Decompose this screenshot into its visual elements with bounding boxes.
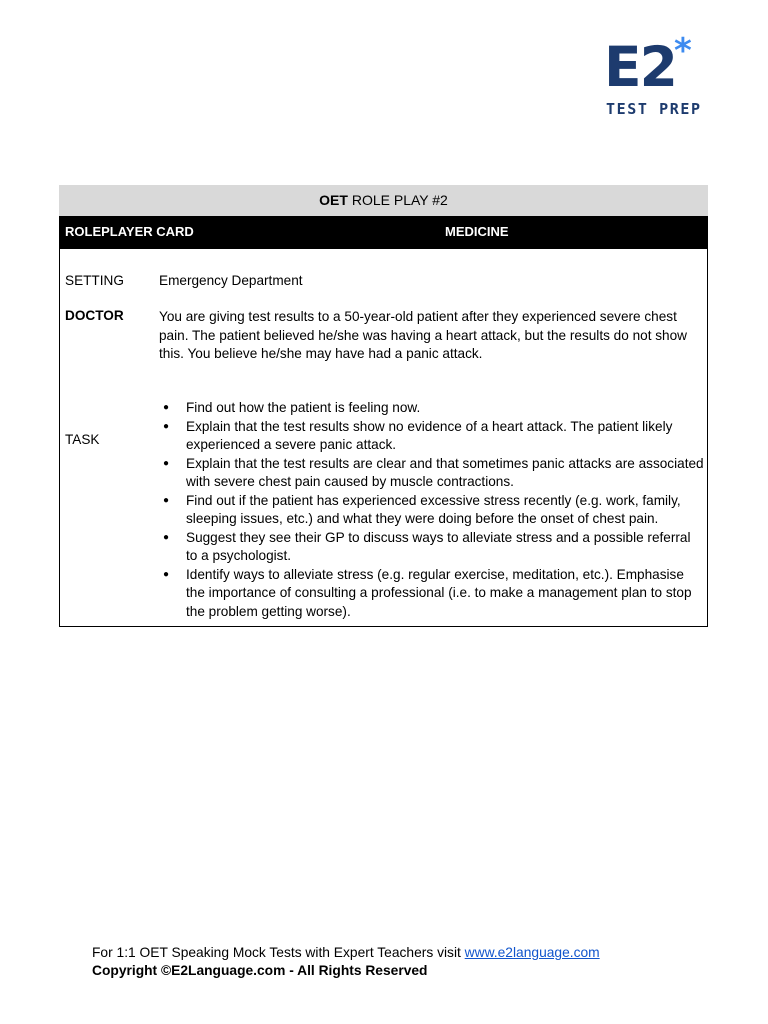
- asterisk-icon: *: [674, 31, 692, 71]
- task-label: TASK: [65, 432, 100, 447]
- e2-test-prep-logo: [604, 31, 722, 120]
- task-item: ● Find out if the patient has experienced excessive stress recently (e.g. work, family, sleeping issues, etc.) and what they were doing before the onset of chest pain.: [159, 492, 704, 529]
- setting-value: Emergency Department: [159, 273, 303, 288]
- logo-e2-text: E2: [604, 35, 676, 99]
- task-item: ● Find out how the patient is feeling now.: [159, 399, 704, 418]
- doctor-description: You are giving test results to a 50-year-old patient after they experienced severe chest pain. The patient believed he/she was having a heart attack, but the results do not show this. You believe he/she may have had a panic attack.: [159, 309, 687, 361]
- task-item: ● Explain that the test results show no evidence of a heart attack. The patient likely experienced a severe panic attack.: [159, 418, 704, 455]
- card-title-rest: ROLE PLAY #2: [351, 192, 448, 208]
- task-item: ● Suggest they see their GP to discuss ways to alleviate stress and a possible referral to a psychologist.: [159, 529, 704, 566]
- card-header: [59, 216, 708, 249]
- task-item: ● Identify ways to alleviate stress (e.g. regular exercise, meditation, etc.). Emphasise the importance of consulting a professional (i.e. to make a management plan to stop the problem getting worse).: [159, 566, 704, 622]
- setting-label: SETTING: [65, 273, 124, 288]
- logo-test-prep-text: TEST PREP: [606, 100, 702, 118]
- task-item: ● Explain that the test results are clear and that sometimes panic attacks are associated with severe chest pain caused by muscle contractions.: [159, 455, 704, 492]
- task-list: [159, 399, 704, 621]
- copyright-text: Copyright ©E2Language.com - All Rights Reserved: [92, 962, 428, 978]
- card-title-bold: OET: [319, 192, 348, 208]
- e2language-link[interactable]: www.e2language.com: [464, 945, 600, 960]
- doctor-label: DOCTOR: [65, 308, 124, 323]
- page-footer: [92, 944, 600, 979]
- header-medicine: MEDICINE: [445, 224, 509, 239]
- footer-line: [92, 944, 600, 962]
- roleplayer-card: [59, 185, 708, 627]
- header-roleplayer-card: ROLEPLAYER CARD: [65, 224, 194, 239]
- card-body: [59, 249, 708, 627]
- card-title: [59, 185, 708, 216]
- footer-text: For 1:1 OET Speaking Mock Tests with Expert Teachers visit: [92, 945, 465, 960]
